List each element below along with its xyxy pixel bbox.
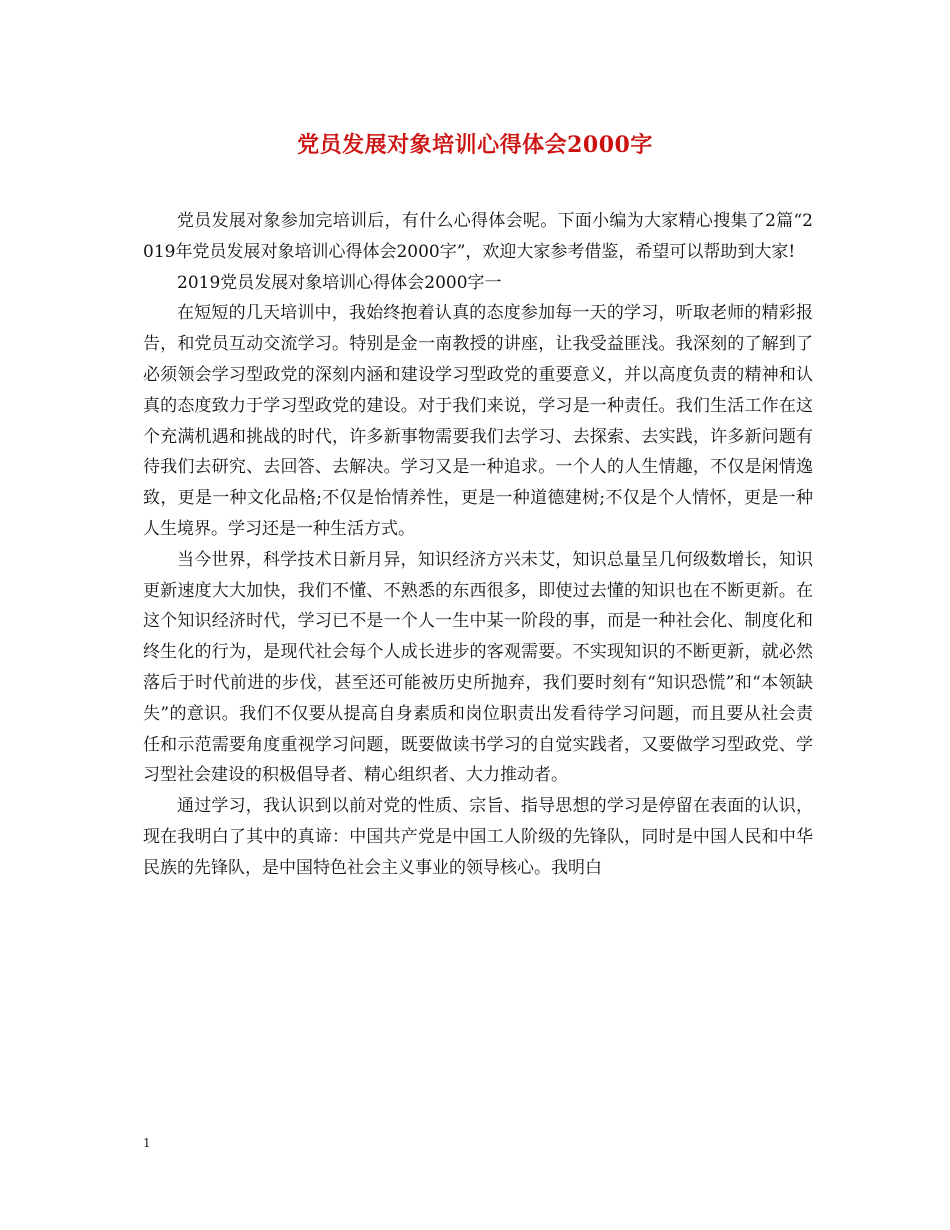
document-body [143, 206, 813, 884]
page-number: 1 [143, 1136, 151, 1150]
section-heading: 2019党员发展对象培训心得体会2000字一 [177, 272, 502, 293]
paragraph-1: 在短短的几天培训中，我始终抱着认真的态度参加每一天的学习，听取老师的精彩报告，和党员互动交流学习。特别是金一南教授的讲座，让我受益匪浅。我深刻的了解到了必须领会学习型政党的深刻内涵和建设学习型政党的重要意义，并以高度负责的精神和认真的态度致力于学习型政党的建设。对于我们来说，学习是一种责任。我们生活工作在这个充满机遇和挑战的时代，许多新事物需要我们去学习、去探索、去实践，许多新问题有待我们去研究、去回答、去解决。学习又是一种追求。一个人的人生情趣，不仅是闲情逸致，更是一种文化品格;不仅是怡情养性，更是一种道德建树;不仅是个人情怀，更是一种人生境界。学习还是一种生活方式。 [143, 303, 813, 539]
paragraph-2: 当今世界，科学技术日新月异，知识经济方兴未艾，知识总量呈几何级数增长，知识更新速度大大加快，我们不懂、不熟悉的东西很多，即使过去懂的知识也在不断更新。在这个知识经济时代，学习已不是一个人一生中某一阶段的事，而是一种社会化、制度化和终生化的行为，是现代社会每个人成长进步的客观需要。不实现知识的不断更新，就必然落后于时代前进的步伐，甚至还可能被历史所抛弃，我们要时刻有“知识恐慌”和“本领缺失”的意识。我们不仅要从提高自身素质和岗位职责出发看待学习问题，而且要从社会责任和示范需要角度重视学习问题，既要做读书学习的自觉实践者，又要做学习型政党、学习型社会建设的积极倡导者、精心组织者、大力推动者。 [143, 549, 813, 786]
document-title: 党员发展对象培训心得体会2000字 [297, 132, 653, 158]
paragraph-3: 通过学习，我认识到以前对党的性质、宗旨、指导思想的学习是停留在表面的认识，现在我明白了其中的真谛：中国共产党是中国工人阶级的先锋队，同时是中国人民和中华民族的先锋队，是中国特色社会主义事业的领导核心。我明白 [143, 796, 813, 878]
paragraph-intro: 党员发展对象参加完培训后，有什么心得体会呢。下面小编为大家精心搜集了2篇“2019年党员发展对象培训心得体会2000字”，欢迎大家参考借鉴，希望可以帮助到大家! [143, 211, 813, 262]
